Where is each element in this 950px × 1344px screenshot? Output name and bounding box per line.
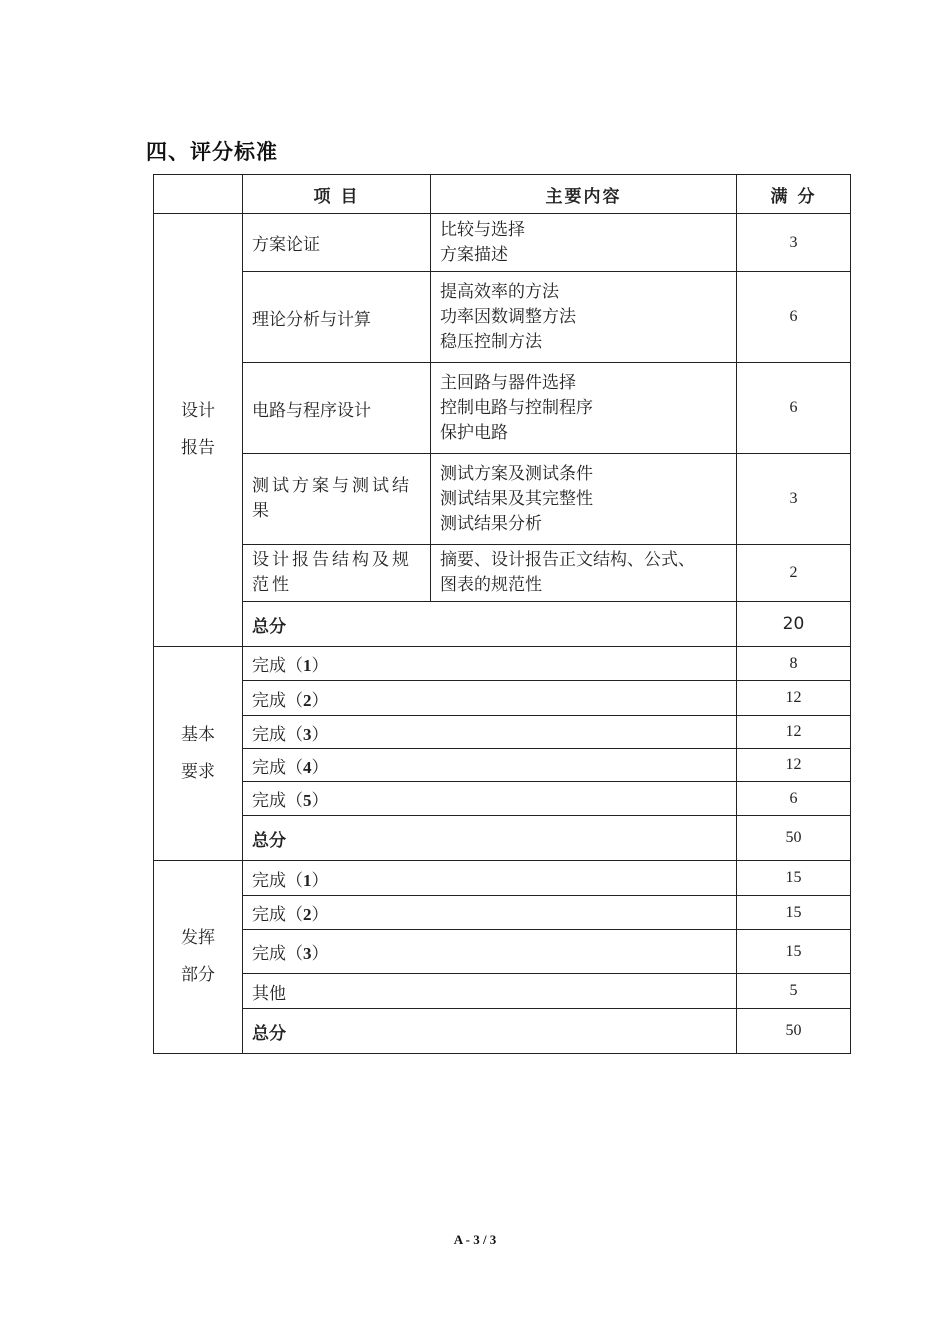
item-cell: 完成（3） <box>243 930 737 974</box>
grading-table <box>153 174 851 1054</box>
section-report: 设计 报告 <box>154 214 243 647</box>
table-row <box>154 214 851 272</box>
total-label: 总分 <box>243 1009 737 1054</box>
score-cell: 2 <box>737 545 851 602</box>
score-cell: 3 <box>737 214 851 272</box>
header-content: 主要内容 <box>431 175 737 214</box>
item-cell: 完成（2） <box>243 681 737 716</box>
item-cell: 理论分析与计算 <box>243 272 431 363</box>
section-basic: 基本 要求 <box>154 647 243 861</box>
table-row <box>154 861 851 896</box>
item-cell: 测试方案与测试结果 <box>243 454 431 545</box>
score-cell: 8 <box>737 647 851 681</box>
score-cell: 6 <box>737 272 851 363</box>
content-cell: 主回路与器件选择 控制电路与控制程序 保护电路 <box>431 363 737 454</box>
score-cell: 12 <box>737 716 851 749</box>
total-score: 50 <box>737 816 851 861</box>
content-cell: 比较与选择 方案描述 <box>431 214 737 272</box>
total-label: 总分 <box>243 816 737 861</box>
header-score: 满 分 <box>737 175 851 214</box>
score-cell: 12 <box>737 681 851 716</box>
item-cell: 电路与程序设计 <box>243 363 431 454</box>
table-row <box>154 782 851 816</box>
table-row <box>154 272 851 363</box>
section-heading: 四、评分标准 <box>146 140 278 164</box>
total-score: 50 <box>737 1009 851 1054</box>
table-row <box>154 647 851 681</box>
score-cell: 15 <box>737 930 851 974</box>
score-cell: 15 <box>737 896 851 930</box>
score-cell: 15 <box>737 861 851 896</box>
table-row <box>154 454 851 545</box>
content-cell: 测试方案及测试条件 测试结果及其完整性 测试结果分析 <box>431 454 737 545</box>
header-empty <box>154 175 243 214</box>
table-row <box>154 363 851 454</box>
total-label: 总分 <box>243 602 737 647</box>
score-cell: 12 <box>737 749 851 782</box>
item-cell: 完成（4） <box>243 749 737 782</box>
score-cell: 6 <box>737 782 851 816</box>
score-cell: 3 <box>737 454 851 545</box>
item-cell: 完成（5） <box>243 782 737 816</box>
table-row <box>154 896 851 930</box>
score-cell: 5 <box>737 974 851 1009</box>
item-cell: 完成（1） <box>243 647 737 681</box>
table-row <box>154 716 851 749</box>
page-footer: A - 3 / 3 <box>453 1232 497 1247</box>
table-row <box>154 545 851 602</box>
table-row <box>154 681 851 716</box>
table-row <box>154 749 851 782</box>
table-row <box>154 930 851 974</box>
total-row <box>154 1009 851 1054</box>
content-cell: 提高效率的方法 功率因数调整方法 稳压控制方法 <box>431 272 737 363</box>
item-cell: 完成（1） <box>243 861 737 896</box>
total-score: 20 <box>737 602 851 647</box>
score-cell: 6 <box>737 363 851 454</box>
item-cell: 其他 <box>243 974 737 1009</box>
item-cell: 设计报告结构及规范性 <box>243 545 431 602</box>
item-cell: 方案论证 <box>243 214 431 272</box>
header-item: 项 目 <box>243 175 431 214</box>
table-row <box>154 974 851 1009</box>
header-row <box>154 175 851 214</box>
total-row <box>154 816 851 861</box>
total-row <box>154 602 851 647</box>
section-advanced: 发挥 部分 <box>154 861 243 1054</box>
item-cell: 完成（3） <box>243 716 737 749</box>
item-cell: 完成（2） <box>243 896 737 930</box>
content-cell: 摘要、设计报告正文结构、公式、 图表的规范性 <box>431 545 737 602</box>
